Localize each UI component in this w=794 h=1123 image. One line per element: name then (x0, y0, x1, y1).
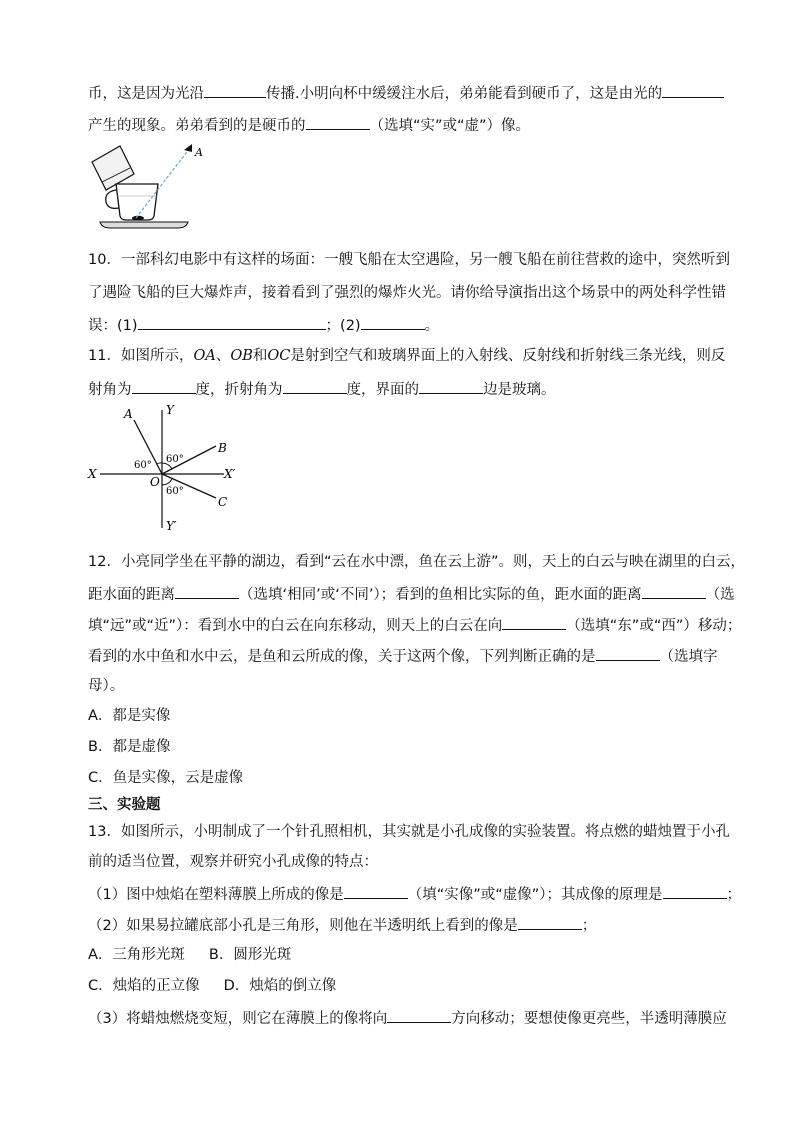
q11-line-2 (88, 378, 556, 400)
q11-and: 和 (252, 348, 268, 364)
q12-line-3 (88, 614, 741, 636)
q13-option-a[interactable]: A．三角形光斑 (88, 947, 185, 963)
q10-line-3 (88, 314, 439, 336)
angle-label-bottom-right: 60° (166, 486, 184, 497)
q11-line-1 (88, 346, 725, 366)
answer-blank[interactable] (283, 378, 347, 394)
angle-label-top-right: 60° (166, 454, 184, 465)
q11-text-2a: 射角为 (88, 382, 132, 398)
label-c: C (218, 495, 228, 509)
q13-p1-a: （1）图中烛焰在塑料薄膜上所成的像是 (88, 887, 344, 903)
answer-blank[interactable] (306, 114, 370, 130)
q11-text-1a: 11．如图所示， (88, 348, 194, 364)
q10-text-3a: 误：(1) (88, 318, 138, 334)
q9-text-2a: 产生的现象。弟弟看到的是硬币的 (88, 118, 306, 134)
label-b: B (218, 441, 227, 455)
answer-blank[interactable] (361, 314, 425, 330)
angle-label-left: 60° (134, 460, 152, 471)
q13-p1-c: ； (726, 887, 742, 903)
answer-blank[interactable] (138, 314, 326, 330)
q13-part-3 (88, 1007, 727, 1029)
q13-line-2: 前的适当位置，观察并研究小孔成像的特点： (88, 854, 378, 870)
q11-sep: 、 (215, 348, 231, 364)
q10-line-2: 了遇险飞船的巨大爆炸声，接着看到了强烈的爆炸火光。请你给导演指出这个场景中的两处科学性错 (88, 285, 726, 301)
q12-option-c[interactable]: C．鱼是实像，云是虚像 (88, 770, 244, 786)
q13-p2-b: ； (581, 918, 597, 934)
q11-text-1b: 是射到空气和玻璃界面上的入射线、反射线和折射线三条光线，则反 (290, 348, 726, 364)
label-o: O (150, 475, 160, 489)
q13-part-1 (88, 883, 741, 905)
ray-oc-label: OC (267, 348, 291, 364)
answer-blank[interactable] (204, 82, 266, 98)
q11-text-2d: 边是玻璃。 (483, 382, 556, 398)
q12-text-2b: （选填‘相同’或‘不同’）；看到的鱼相比实际的鱼，距水面的距离 (239, 587, 642, 603)
q13-option-d[interactable]: D．烛焰的倒立像 (223, 978, 337, 994)
q10-text-3b: ；(2) (325, 318, 361, 334)
q9-text-2b: （选填“实”或“虚”）像。 (369, 118, 531, 134)
q12-text-3a: 填“远”或“近”）：看到水中的白云在向东移动，则天上的白云在向 (88, 618, 503, 634)
answer-blank[interactable] (663, 883, 727, 899)
q12-line-5: 母）。 (88, 678, 125, 694)
q13-p2-a: （2）如果易拉罐底部小孔是三角形，则他在半透明纸上看到的像是 (88, 918, 518, 934)
answer-blank[interactable] (642, 583, 706, 599)
answer-blank[interactable] (502, 614, 566, 630)
q13-part-2 (88, 914, 596, 936)
q13-p3-a: （3）将蜡烛燃烧变短，则它在薄膜上的像将向 (88, 1011, 388, 1027)
q9-text-1a: 币，这是因为光沿 (88, 86, 204, 102)
q12-text-2a: 距水面的距离 (88, 587, 175, 603)
q10-text-3c: 。 (424, 318, 440, 334)
figure-label-a: A (195, 146, 203, 159)
q9-figure-cup (86, 138, 206, 230)
answer-blank[interactable] (387, 1007, 451, 1023)
q12-text-2c: （选 (705, 587, 735, 603)
q13-line-1: 13．如图所示，小明制成了一个针孔照相机，其实就是小孔成像的实验装置。将点燃的蜡烛置于小孔 (88, 824, 730, 840)
label-y-prime: Y′ (166, 519, 177, 533)
q12-option-b[interactable]: B．都是虚像 (88, 739, 171, 755)
ray-ob-label: OB (230, 348, 253, 364)
answer-blank[interactable] (175, 583, 239, 599)
q12-text-4a: 看到的水中鱼和水中云，是鱼和云所成的像，关于这两个像，下列判断正确的是 (88, 649, 596, 665)
q13-options-row-2 (88, 976, 336, 996)
q12-text-3b: （选填“东”或“西”）移动； (566, 618, 742, 634)
q13-option-b[interactable]: B．圆形光斑 (208, 947, 292, 963)
q11-text-2b: 度，折射角为 (195, 382, 283, 398)
q12-line-2 (88, 583, 735, 605)
label-x: X (88, 467, 97, 481)
answer-blank[interactable] (596, 645, 660, 661)
q10-line-1: 10．一部科幻电影中有这样的场面：一艘飞船在太空遇险，另一艘飞船在前往营救的途中，突然听到 (88, 252, 730, 268)
q13-options-row-1 (88, 945, 291, 965)
answer-blank[interactable] (344, 883, 408, 899)
q13-option-c[interactable]: C．烛焰的正立像 (88, 978, 200, 994)
q11-figure-rays (86, 402, 256, 534)
answer-blank[interactable] (518, 914, 582, 930)
q13-p1-b: （填“实像”或“虚像”）；其成像的原理是 (407, 887, 663, 903)
q9-line-2 (88, 114, 530, 136)
ray-oa-label: OA (193, 348, 216, 364)
section-heading: 三、实验题 (88, 797, 161, 813)
q12-line-4 (88, 645, 718, 667)
label-a: A (124, 407, 133, 421)
q12-line-1: 12．小亮同学坐在平静的湖边，看到“云在水中漂，鱼在云上游”。则，天上的白云与映在湖里的白云， (88, 554, 745, 570)
answer-blank[interactable] (419, 378, 483, 394)
q11-text-2c: 度，界面的 (346, 382, 419, 398)
q12-text-4b: （选填字 (659, 649, 718, 665)
q12-option-a[interactable]: A．都是实像 (88, 708, 171, 724)
label-y: Y (166, 403, 174, 417)
answer-blank[interactable] (662, 82, 724, 98)
answer-blank[interactable] (132, 378, 196, 394)
q13-p3-b: 方向移动；要想使像更亮些，半透明薄膜应 (451, 1011, 727, 1027)
label-x-prime: X′ (224, 467, 236, 481)
q9-line-1 (88, 82, 724, 104)
q9-text-1b: 传播.小明向杯中缓缓注水后，弟弟能看到硬币了，这是由光的 (266, 86, 663, 102)
